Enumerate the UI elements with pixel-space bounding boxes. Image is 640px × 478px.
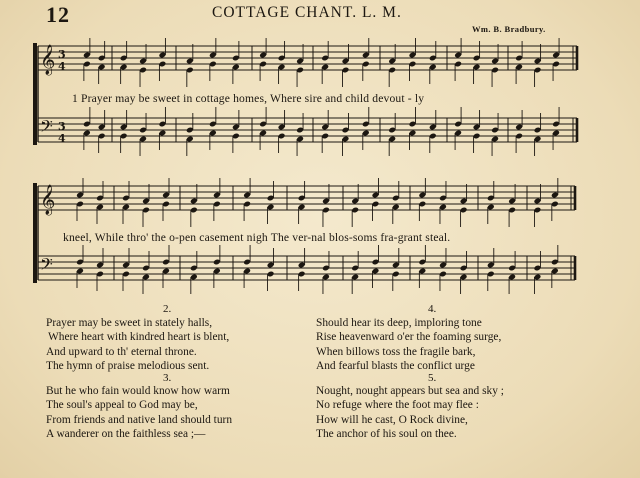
verse-4-number: 4. <box>428 303 437 315</box>
verse-2-line-1: Prayer may be sweet in stately halls, <box>46 317 213 329</box>
verse-4-line-2: Rise heavenward o'er the foaming surge, <box>316 331 502 344</box>
verse-2-number: 2. <box>163 303 172 315</box>
verse-3-line-4: A wanderer on the faithless sea ;— <box>46 427 206 440</box>
time-signature-bottom: 4 <box>58 132 66 145</box>
composer-credit: Wm. B. Bradbury. <box>472 24 546 34</box>
time-signature-bottom: 4 <box>58 60 66 73</box>
bass-clef-icon: 𝄢 <box>40 254 53 278</box>
hymn-title: COTTAGE CHANT. L. M. <box>212 4 402 21</box>
verse-5-line-1: Nought, nought appears but sea and sky ; <box>316 385 504 397</box>
system-bracket <box>33 183 37 283</box>
verse-5-line-3: How will he cast, O Rock divine, <box>316 413 468 426</box>
time-signature-top: 3 <box>58 120 66 133</box>
bass-clef-icon: 𝄢 <box>40 116 53 140</box>
lyrics-line-2: kneel, While thro' the o-pen casement nigh The ver-nal blos-soms fra-grant steal. <box>63 231 451 244</box>
system-bracket <box>33 43 37 145</box>
verse-2 <box>46 316 229 373</box>
treble-clef-icon: 𝄞 <box>40 185 56 215</box>
verse-5-line-2: No refuge where the foot may flee : <box>316 399 479 412</box>
verse-2-line-2: Where heart with kindred heart is blent, <box>48 331 230 344</box>
verse-4-line-4: And fearful blasts the conflict urge <box>316 359 475 372</box>
verse-5 <box>316 384 504 441</box>
verse-4-line-3: When billows toss the fragile bark, <box>316 345 476 358</box>
treble-clef-icon: 𝄞 <box>40 45 56 75</box>
verse-4 <box>316 316 501 373</box>
verse-3-line-2: The soul's appeal to God may be, <box>46 399 198 412</box>
time-signature-top: 3 <box>58 48 66 61</box>
verse-5-number: 5. <box>428 372 437 384</box>
verse-5-line-4: The anchor of his soul on thee. <box>316 427 457 440</box>
verse-3-line-1: But he who fain would know how warm <box>46 385 230 397</box>
page-number: 12 <box>46 2 70 27</box>
verse-3-line-3: From friends and native land should turn <box>46 413 233 426</box>
verse-3 <box>46 384 232 441</box>
verse-3-number: 3. <box>163 372 172 384</box>
lyrics-line-1: 1 Prayer may be sweet in cottage homes, Where sire and child devout - ly <box>72 92 425 105</box>
verse-4-line-1: Should hear its deep, imploring tone <box>316 317 482 329</box>
verse-2-line-3: And upward to th' eternal throne. <box>46 345 197 358</box>
verse-2-line-4: The hymn of praise melodious sent. <box>46 359 210 372</box>
